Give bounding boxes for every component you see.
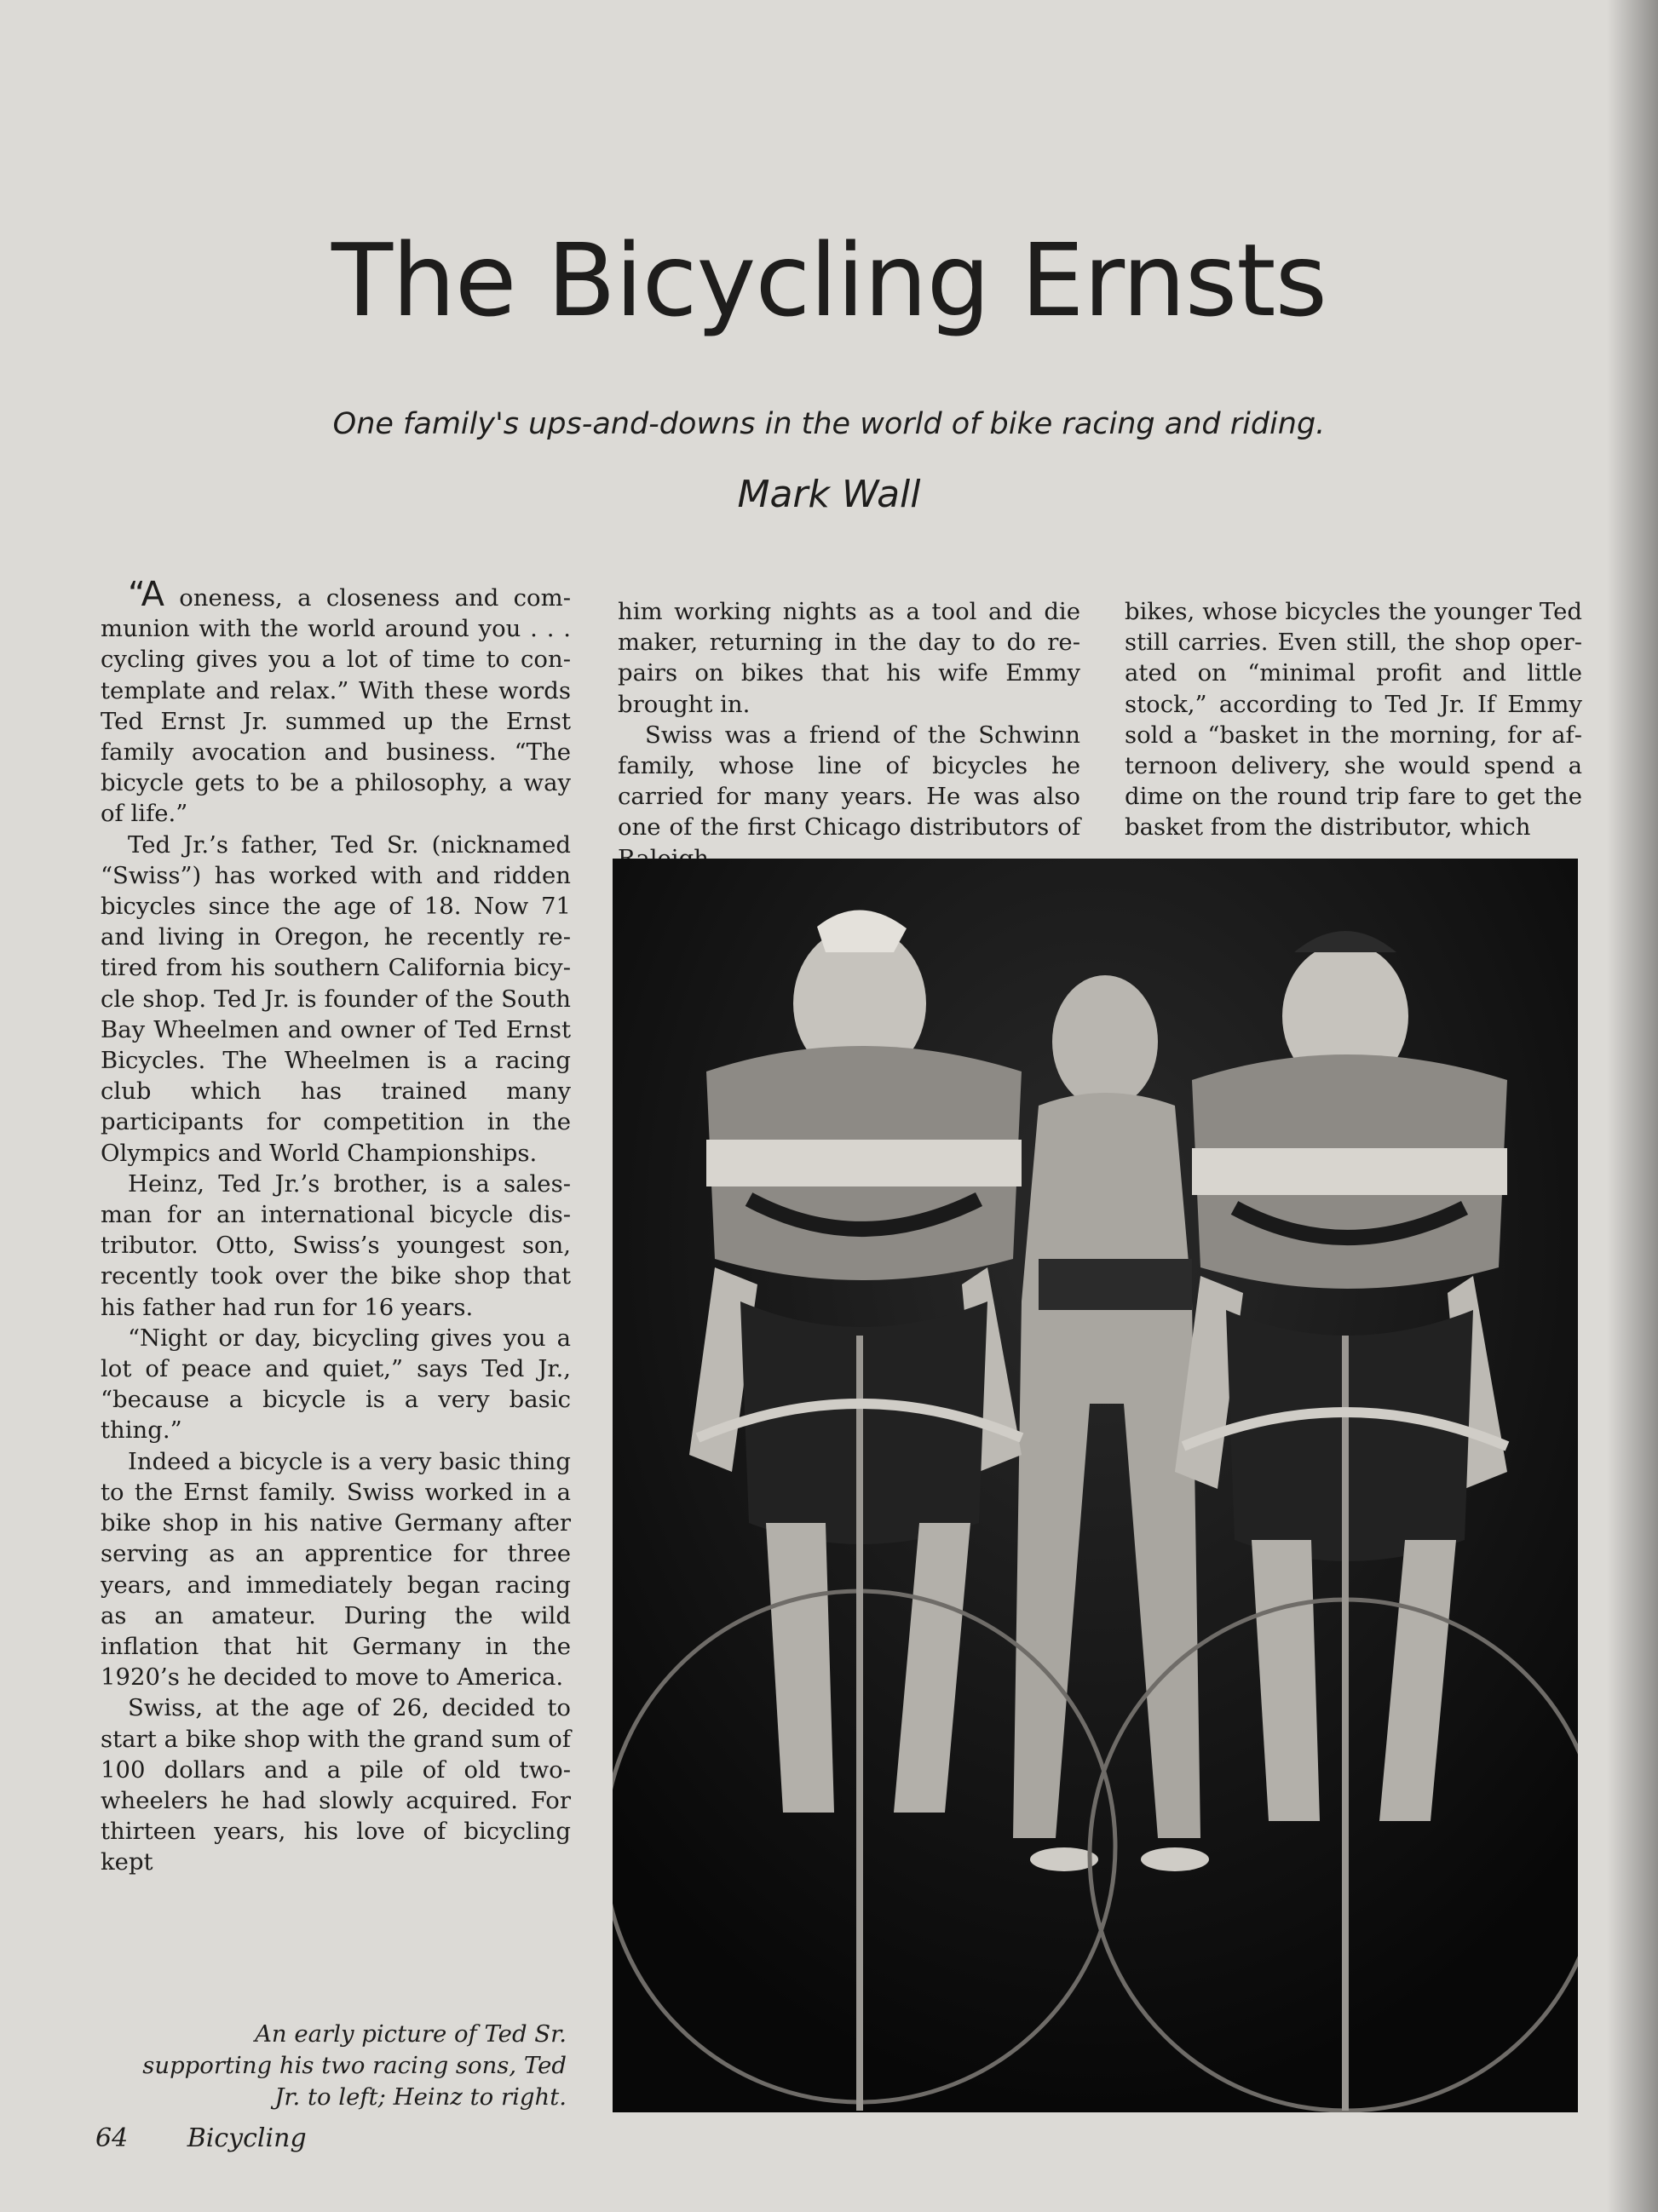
paragraph: Indeed a bicycle is a very basic thing to the Ernst family. Swiss worked in a bike shop in his native Germany after serving as an apprentice for three years, and immediately began racing as an amateur. During the wild inflation that hit Germany in the 1920’s he decided to move to America.: [101, 1447, 571, 1692]
paragraph: Swiss, at the age of 26, decided to start a bike shop with the grand sum of 100 dollars and a pile of old two-wheelers he had slowly acquired. For thirteen years, his love of bicycling kept: [101, 1694, 571, 1876]
page-number: 64: [95, 2123, 129, 2153]
paragraph: bikes, whose bicycles the younger Ted still carries. Even still, the shop operated on “minimal profit and little stock,” according to Ted Jr. If Emmy sold a “basket in the morning, for afternoon delivery, she would spend a dime on the round trip fare to get the basket from the distributor, which: [1125, 598, 1582, 842]
photo-illustration: [613, 859, 1578, 2112]
article-title: The Bicycling Ernsts: [331, 221, 1327, 339]
paragraph: “Night or day, bicycling gives you a lot of peace and quiet,” says Ted Jr., “because a bicycle is a very basic thing.”: [101, 1324, 571, 1445]
paragraph: Ted Jr.’s father, Ted Sr. (nicknamed “Swiss”) has worked with and ridden bicycles since the age of 18. Now 71 and living in Oregon, he recently retired from his southern California bicycle shop. Ted Jr. is founder of the South Bay Wheelmen and owner of Ted Ernst Bicycles. The Wheelmen is a racing club which has trained many participants for competition in the Olympics and World Championships.: [101, 830, 571, 1167]
page-footer: [95, 2123, 307, 2153]
magazine-name: Bicycling: [187, 2123, 307, 2153]
article-subtitle: One family's ups-and-downs in the world of bike racing and riding.: [332, 407, 1326, 441]
paragraph: Swiss was a friend of the Schwinn family, whose line of bicycles he carried for many years. He was also one of the first Chicago distributors of: [618, 721, 1080, 842]
column-middle: [618, 596, 1080, 843]
column-left: [101, 575, 571, 1876]
paragraph: Heinz, Ted Jr.’s brother, is a salesman for an international bicycle distributor. Otto, Swiss’s youngest son, recently took over the bike shop that his father had run for 16 years.: [101, 1169, 571, 1321]
photo-riders: [613, 859, 1578, 2112]
drop-cap: “A: [128, 575, 164, 614]
column-right: [1125, 596, 1582, 843]
paragraph: [101, 575, 571, 830]
paragraph: him working nights as a tool and die maker, returning in the day to do repairs on bikes that his wife Emmy brought in.: [618, 598, 1080, 718]
photo-caption: An early picture of Ted Sr. supporting his two racing sons, Ted Jr. to left; Heinz to right.: [142, 2020, 567, 2111]
article-byline: Mark Wall: [737, 473, 921, 516]
paragraph-text: oneness, a closeness and communion with the world around you . . . cycling gives you a lot of time to contemplate and relax.” With these words Ted Ernst Jr. summed up the Ernst family avocation and business. “The bicycle gets to be a philosophy, a way of life.”: [101, 584, 571, 828]
page-edge-shadow: [1607, 0, 1658, 2212]
